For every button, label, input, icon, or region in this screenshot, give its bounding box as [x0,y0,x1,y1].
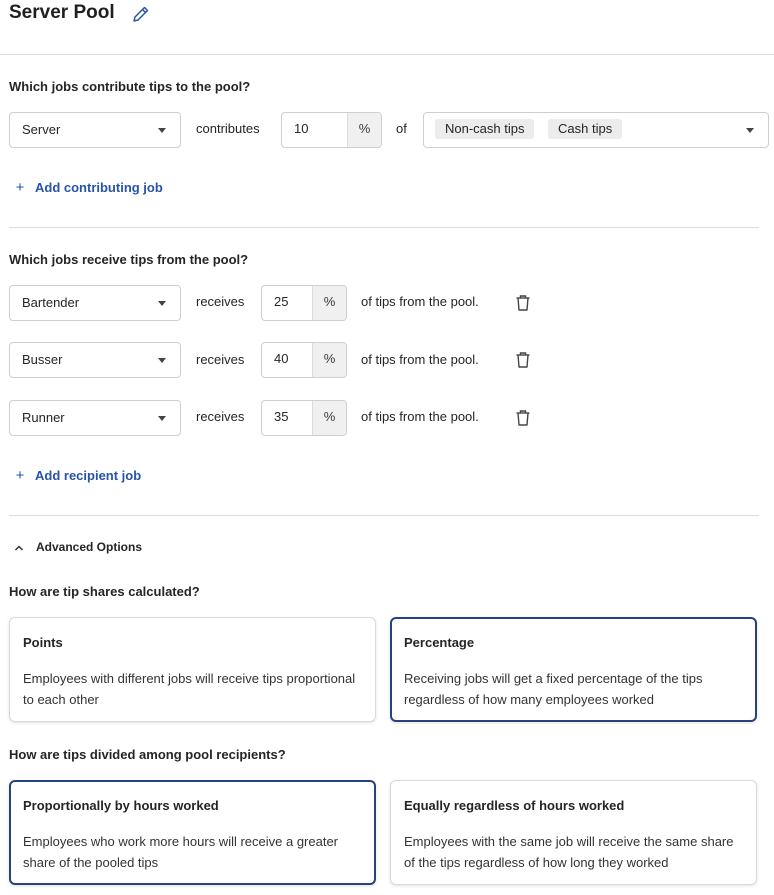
recipient-percent-input[interactable] [261,285,347,321]
points-option-card[interactable] [9,617,376,722]
recipient-job-select[interactable] [9,285,181,321]
recipient-percent-input[interactable] [261,400,347,436]
section-divider [9,515,759,516]
option-description: Employees with different jobs will receive tips proportional to each other [23,671,356,707]
option-title: Points [23,635,63,650]
of-label: of [396,121,407,136]
advanced-options-label: Advanced Options [36,540,143,554]
add-recipient-job-label: Add recipient job [35,468,142,483]
contribute-question: Which jobs contribute tips to the pool? [9,79,251,94]
page-title: Server Pool [9,2,115,23]
recipient-job-value: Busser [22,352,63,367]
recipient-percent-value[interactable]: 25 [274,294,289,309]
option-description: Employees with the same job will receive the same share of the tips regardless of how long they worked [404,834,734,870]
receive-question: Which jobs receive tips from the pool? [9,252,249,267]
recipient-suffix: of tips from the pool. [361,409,479,424]
chevron-down-icon [746,128,754,133]
contributing-job-select[interactable] [9,112,181,148]
recipient-suffix: of tips from the pool. [361,352,479,367]
header-divider [0,54,774,55]
chevron-down-icon [158,301,166,306]
chevron-down-icon [158,128,166,133]
recipient-percent-input[interactable] [261,342,347,378]
contribute-percent-value[interactable]: 10 [294,121,309,136]
shares-question: How are tip shares calculated? [9,584,200,599]
equal-option-card[interactable] [390,780,757,885]
option-description: Receiving jobs will get a fixed percentage of the tips regardless of how many employees worked [404,671,703,707]
proportional-option-card[interactable] [9,780,376,885]
percent-unit: % [312,286,346,320]
tip-type-chip[interactable]: Cash tips [548,119,622,139]
contribute-percent-input[interactable] [281,112,382,148]
recipient-job-value: Bartender [22,295,80,310]
recipient-percent-value[interactable]: 35 [274,409,289,424]
recipient-job-select[interactable] [9,342,181,378]
section-divider [9,227,759,228]
receives-label: receives [196,294,245,309]
chevron-up-icon [14,544,24,552]
option-title: Proportionally by hours worked [23,798,219,813]
pencil-icon[interactable] [131,4,151,24]
option-title: Percentage [404,635,475,650]
percent-unit: % [312,401,346,435]
recipient-percent-value[interactable]: 40 [274,351,289,366]
plus-icon: + [15,467,25,484]
receives-label: receives [196,409,245,424]
trash-icon[interactable] [514,409,532,427]
percentage-option-card[interactable] [390,617,757,722]
contributing-job-value: Server [22,122,61,137]
receives-label: receives [196,352,245,367]
advanced-options-toggle[interactable] [14,540,142,554]
trash-icon[interactable] [514,351,532,369]
chevron-down-icon [158,416,166,421]
percent-unit: % [347,113,381,147]
percent-unit: % [312,343,346,377]
trash-icon[interactable] [514,294,532,312]
divide-question: How are tips divided among pool recipients? [9,747,286,762]
chevron-down-icon [158,358,166,363]
add-contributing-job-link[interactable] [13,179,163,196]
recipient-suffix: of tips from the pool. [361,294,479,309]
recipient-job-select[interactable] [9,400,181,436]
add-contributing-job-label: Add contributing job [35,180,163,195]
plus-icon: + [15,179,25,196]
add-recipient-job-link[interactable] [13,467,141,484]
option-title: Equally regardless of hours worked [404,798,625,813]
tip-type-chip[interactable]: Non-cash tips [435,119,534,139]
option-description: Employees who work more hours will receive a greater share of the pooled tips [23,834,339,870]
recipient-job-value: Runner [22,410,65,425]
contributes-label: contributes [196,121,260,136]
